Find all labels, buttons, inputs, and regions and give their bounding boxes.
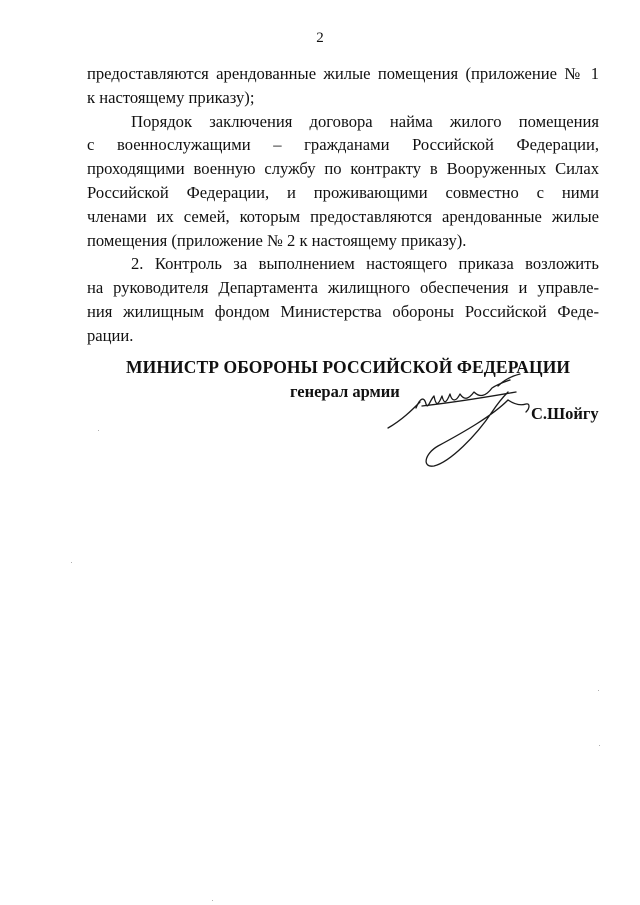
paragraph-1-line-1: предоставляются арендованные жилые помещения (приложение № 1 <box>87 64 599 83</box>
paragraph-2-line-4: Российской Федерации, и проживающими совместно с ними <box>87 182 599 202</box>
paragraph-1-line-2: к настоящему приказу); <box>87 87 255 107</box>
paragraph-2-line-3: проходящими военную службу по контракту в Вооруженных Силах <box>87 159 599 179</box>
scan-speck <box>598 690 599 691</box>
paragraph-2-line-1: Порядок заключения договора найма жилого помещения <box>131 111 599 131</box>
paragraph-2-line-6: помещения (приложение № 2 к настоящему приказу). <box>87 230 467 250</box>
scan-speck <box>599 745 600 746</box>
paragraph-2-line-5: членами их семей, которым предоставляются арендованные жилые <box>87 206 599 226</box>
paragraph-2-line-2: с военнослужащими – гражданами Российской Федерации, <box>87 135 599 155</box>
scan-speck <box>212 900 213 901</box>
signatory-title: МИНИСТР ОБОРОНЫ РОССИЙСКОЙ ФЕДЕРАЦИИ <box>126 357 571 377</box>
paragraph-3-line-3: ния жилищным фондом Министерства обороны Российской Феде- <box>87 301 599 321</box>
paragraph-3-line-4: рации. <box>87 325 134 345</box>
paragraph-3-line-1: 2. Контроль за выполнением настоящего приказа возложить <box>131 254 599 274</box>
signatory-rank: генерал армии <box>290 382 400 401</box>
paragraph-3-line-2: на руководителя Департамента жилищного обеспечения и управле- <box>87 278 599 298</box>
page-number: 2 <box>316 30 324 46</box>
signatory-name: С.Шойгу <box>531 404 599 423</box>
scan-speck <box>98 430 99 431</box>
handwritten-signature <box>380 370 540 475</box>
scan-speck <box>71 562 72 563</box>
